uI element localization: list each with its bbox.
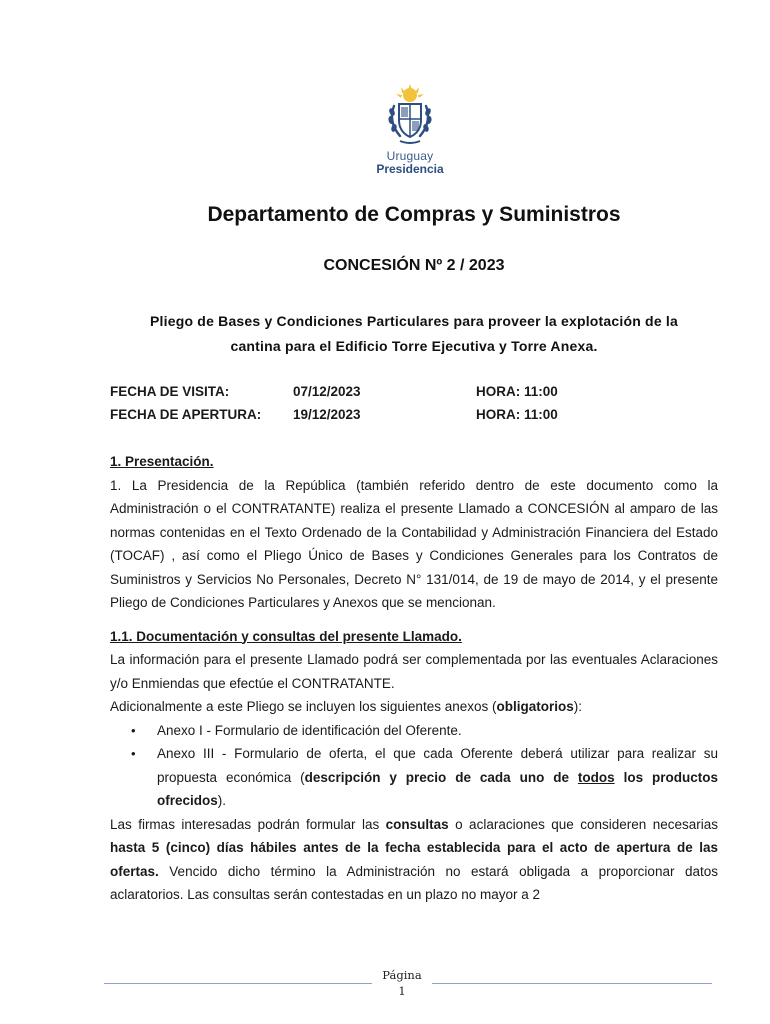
time-value: HORA: 11:00 <box>476 384 558 399</box>
date-value: 19/12/2023 <box>293 407 361 422</box>
list-item: • Anexo I - Formulario de identificación del Oferente. <box>110 719 718 743</box>
dates-row-opening <box>110 403 720 426</box>
page-footer <box>0 965 770 1005</box>
section-1-heading: 1. Presentación. <box>110 454 214 469</box>
page-number <box>372 967 432 999</box>
document-purpose <box>110 309 718 359</box>
date-label: FECHA DE APERTURA: <box>110 407 262 422</box>
purpose-line-2: cantina para el Edificio Torre Ejecutiva y Torre Anexa. <box>230 338 598 354</box>
page-title: Departamento de Compras y Suministros <box>207 203 621 226</box>
section-1-1-paragraph-1: La información para el presente Llamado podrá ser complementada por las eventuales Aclaraciones y/o Enmiendas que efectúe el CONTRATANTE. <box>110 652 718 691</box>
page-subtitle: CONCESIÓN Nº 2 / 2023 <box>323 257 505 274</box>
footer-divider-right <box>432 983 712 984</box>
page-label: Página <box>382 968 422 982</box>
date-value: 07/12/2023 <box>293 384 361 399</box>
dates-row-visit <box>110 380 720 403</box>
section-1-1-heading: 1.1. Documentación y consultas del presente Llamado. <box>110 628 462 644</box>
page-number-value: 1 <box>398 984 406 998</box>
logo-country: Uruguay <box>386 149 434 163</box>
footer-divider-left <box>104 983 372 984</box>
logo-org: Presidencia <box>376 162 444 176</box>
dates-table <box>110 380 720 426</box>
bullet-icon: • <box>131 722 136 738</box>
annex-list <box>110 719 718 813</box>
document-body <box>110 450 718 907</box>
date-label: FECHA DE VISITA: <box>110 384 230 399</box>
bullet-icon: • <box>131 746 136 761</box>
presidencia-logo <box>372 84 448 184</box>
list-item: • Anexo III - Formulario de oferta, el que cada Oferente deberá utilizar para realizar su propuesta económica (descripción y precio de cada uno de todos los productos ofrecidos). <box>110 742 718 813</box>
section-1-1-paragraph-2: Adicionalmente a este Pliego se incluyen los siguientes anexos (obligatorios): <box>110 699 582 714</box>
time-value: HORA: 11:00 <box>476 407 558 422</box>
purpose-line-1: Pliego de Bases y Condiciones Particulares para proveer la explotación de la <box>150 313 678 329</box>
section-1-1-paragraph-3: Las firmas interesadas podrán formular las consultas o aclaraciones que consideren necesarias hasta 5 (cinco) días hábiles antes de la fecha establecida para el acto de apertura de las ofertas. Vencido dicho término la Administración no estará obligada a proporcionar datos aclaratorios. Las consultas serán contestadas en un plazo no mayor a 2 <box>110 816 718 902</box>
section-1-paragraph: 1. La Presidencia de la República (también referido dentro de este documento como la Administración o el CONTRATANTE) realiza el presente Llamado a CONCESIÓN al amparo de las normas contenidas en el Texto Ordenado de la Contabilidad y Administración Financiera del Estado (TOCAF) , así como el Pliego Único de Bases y Condiciones Generales para los Contratos de Suministros y Servicios No Personales, Decreto N° 131/014, de 19 de mayo de 2014, y el presente Pliego de Condiciones Particulares y Anexos que se mencionan. <box>110 477 718 610</box>
coat-of-arms-icon <box>384 84 436 144</box>
